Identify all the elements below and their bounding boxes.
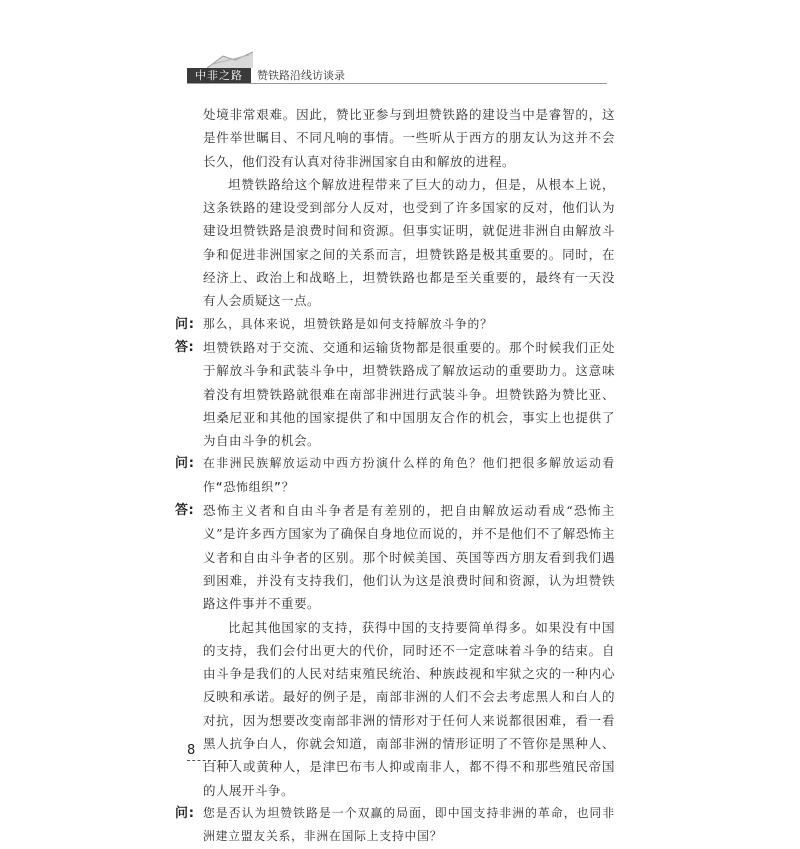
interview-question [175, 802, 615, 849]
answer-text: 恐怖主义者和自由斗争者是有差别的，把自由解放运动看成“恐怖主义”是许多西方国家为了确保自身地位而说的，并不是他们不了解恐怖主义者和自由斗争者的区别。那个时候美国、英国等西方朋友看到我们遇到困难，并没有支持我们，他们认为这是浪费时间和资源，认为坦赞铁路这件事并不重要。 [203, 503, 615, 612]
book-subtitle: 赞铁路沿线访谈录 [257, 69, 345, 82]
running-header [187, 50, 607, 84]
paragraph [175, 616, 615, 802]
answer-text: 坦赞铁路对于交流、交通和运输货物都是很重要的。那个时候我们正处于解放斗争和武装斗争中，坦赞铁路成了解放运动的重要助力。这意味着没有坦赞铁路就很难在南部非洲进行武装斗争。坦赞铁路为赞比亚、坦桑尼亚和其他的国家提供了和中国朋友合作的机会，事实上也提供了为自由斗争的机会。 [203, 339, 615, 449]
answer-label: 答: [175, 503, 195, 519]
interview-question [175, 313, 615, 336]
book-logo-icon [205, 50, 255, 68]
page-body [175, 103, 615, 849]
header-divider [187, 83, 607, 84]
paragraph-text: 坦赞铁路给这个解放进程带来了巨大的动力，但是，从根本上说，这条铁路的建设受到部分人反对，也受到了许多国家的反对，他们认为建设坦赞铁路是浪费时间和资源。但事实证明，就促进非洲自由解放斗争和促进非洲国家之间的关系而言，坦赞铁路是极其重要的。同时，在经济上、政治上和战略上，坦赞铁路也都是至关重要的，最终有一天没有人会质疑这一点。 [203, 176, 615, 309]
question-text: 那么，具体来说，坦赞铁路是如何支持解放斗争的？ [203, 316, 493, 331]
interview-answer [175, 336, 615, 452]
interview-question [175, 452, 615, 499]
question-label: 问: [175, 805, 195, 821]
paragraph [175, 173, 615, 313]
interview-answer [175, 499, 615, 615]
page-number: 8 [187, 743, 196, 758]
footer-divider [187, 760, 237, 761]
question-text: 您是否认为坦赞铁路是一个双赢的局面，即中国支持非洲的革命，也同非洲建立盟友关系，非洲在国际上支持中国？ [203, 805, 615, 844]
question-label: 问: [175, 456, 195, 472]
book-title: 中非之路 [187, 68, 251, 83]
question-label: 问: [175, 316, 195, 332]
paragraph-text: 比起其他国家的支持，获得中国的支持要简单得多。如果没有中国的支持，我们会付出更大的代价，同时还不一定意味着斗争的结束。自由斗争是我们的人民对结束殖民统治、种族歧视和牢狱之灾的一种内心反映和承诺。最好的例子是，南部非洲的人们不会去考虑黑人和白人的对抗，因为想要改变南部非洲的情形对于任何人来说都很困难，看一看黑人抗争白人，你就会知道，南部非洲的情形证明了不管你是黑种人、白种人或黄种人，是津巴布韦人抑或南非人，都不得不和那些殖民帝国的人展开斗争。 [203, 619, 615, 798]
paragraph-text: 处境非常艰难。因此，赞比亚参与到坦赞铁路的建设当中是睿智的，这是件举世瞩目、不同凡响的事情。一些听从于西方的朋友认为这并不会长久，他们没有认真对待非洲国家自由和解放的进程。 [203, 107, 615, 169]
answer-label: 答: [175, 339, 195, 355]
question-text: 在非洲民族解放运动中西方扮演什么样的角色？他们把很多解放运动看作“恐怖组织”？ [203, 456, 615, 494]
paragraph [175, 103, 615, 173]
